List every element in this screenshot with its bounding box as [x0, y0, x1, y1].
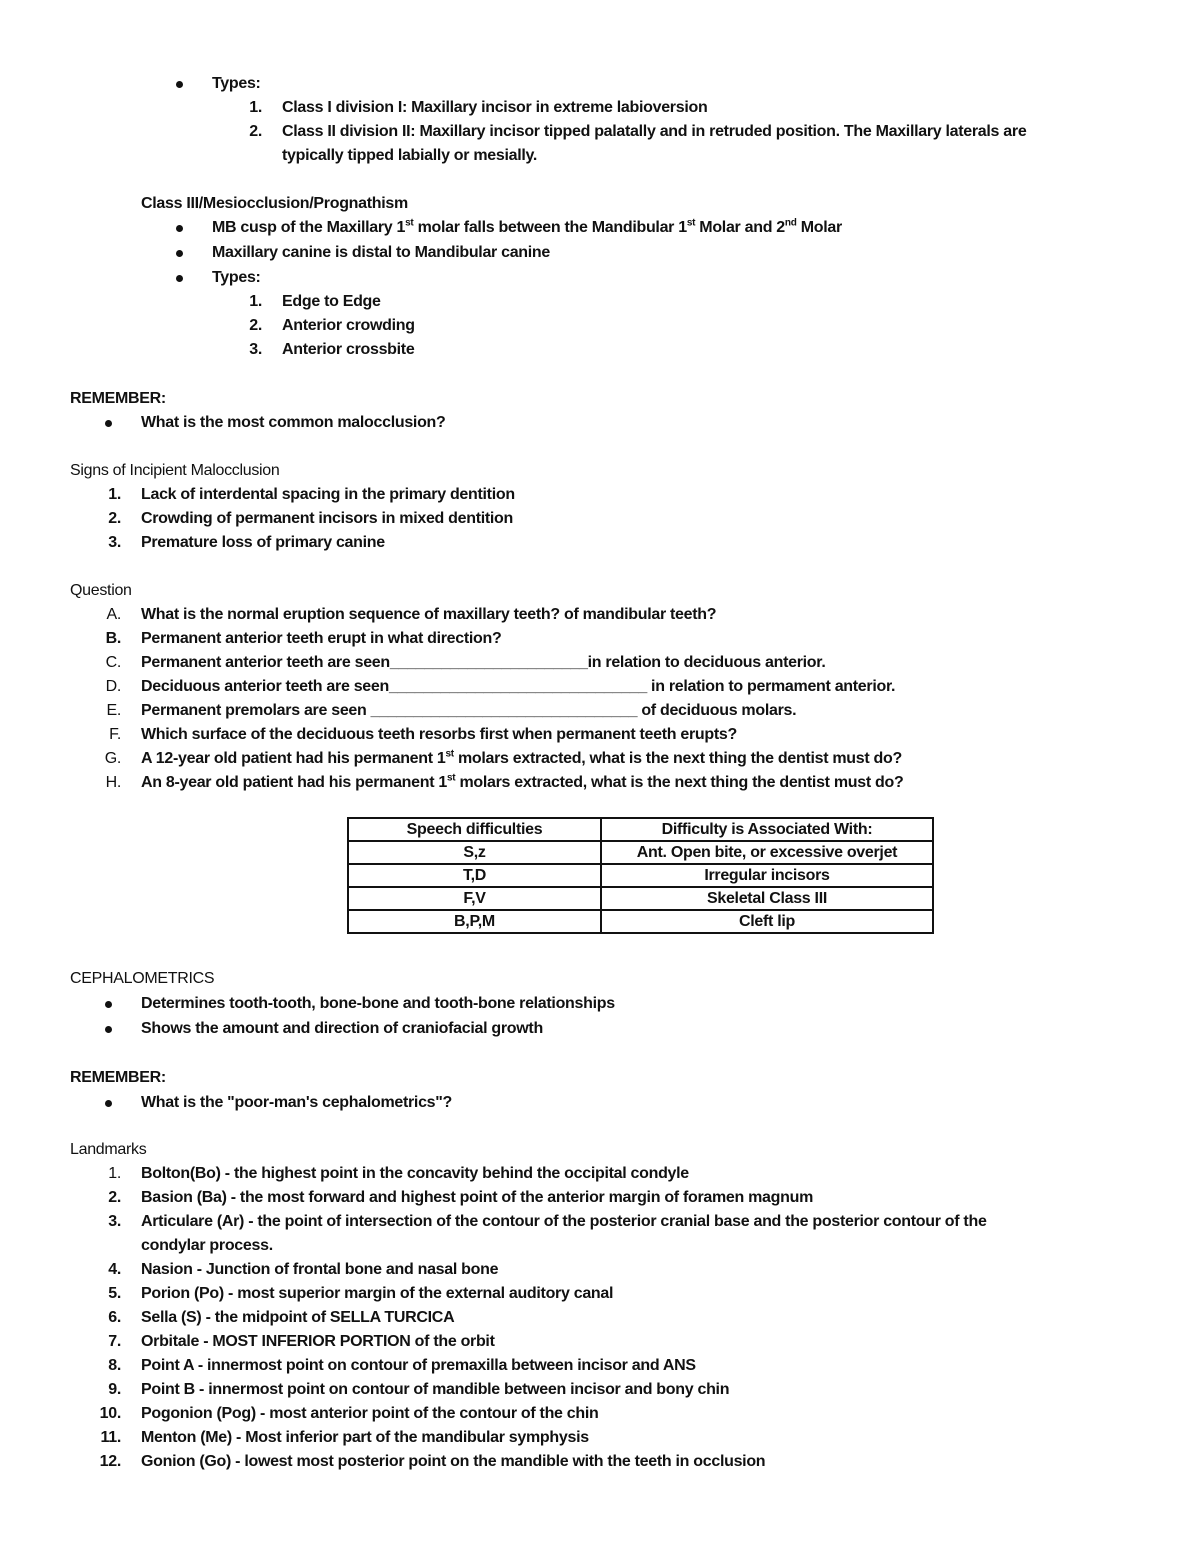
- landmark-item: Nasion - Junction of frontal bone and nasal bone: [141, 1261, 499, 1278]
- landmark-item: Pogonion (Pog) - most anterior point of the contour of the chin: [141, 1405, 599, 1422]
- landmark-item: Orbitale - MOST INFERIOR PORTION of the orbit: [141, 1333, 495, 1350]
- table-header-row: [348, 818, 933, 841]
- landmark-item: Articulare (Ar) - the point of intersection of the contour of the posterior cranial base and the posterior contour of the: [141, 1213, 987, 1230]
- list-marker: B.: [105, 630, 121, 647]
- list-marker: C.: [105, 654, 121, 671]
- list-marker: 9.: [108, 1381, 121, 1398]
- table-row: [348, 841, 933, 864]
- landmark-item: Bolton(Bo) - the highest point in the concavity behind the occipital condyle: [141, 1165, 689, 1182]
- table-header-cell: Speech difficulties: [348, 818, 601, 841]
- list-item: Edge to Edge: [282, 293, 381, 310]
- list-marker: 2.: [249, 317, 262, 334]
- table-row: [348, 910, 933, 933]
- list-marker: F.: [109, 726, 121, 743]
- list-marker: 10.: [99, 1405, 121, 1422]
- question-item: Permanent anterior teeth erupt in what direction?: [141, 630, 502, 647]
- table-cell: B,P,M: [348, 910, 601, 933]
- list-marker: 1.: [108, 486, 121, 503]
- remember-item: What is the "poor-man's cephalometrics"?: [141, 1094, 453, 1111]
- bullet: [105, 1001, 112, 1008]
- list-marker: E.: [106, 702, 121, 719]
- list-item: Crowding of permanent incisors in mixed dentition: [141, 510, 513, 527]
- landmark-item-continued: condylar process.: [141, 1237, 273, 1254]
- list-marker: A.: [106, 606, 121, 623]
- table-header-cell: Difficulty is Associated With:: [601, 818, 933, 841]
- question-item: Permanent anterior teeth are seen_______________________in relation to deciduous anterior.: [141, 654, 826, 671]
- signs-heading: Signs of Incipient Malocclusion: [70, 462, 280, 479]
- table-cell: Irregular incisors: [601, 864, 933, 887]
- landmark-item: Point A - innermost point on contour of premaxilla between incisor and ANS: [141, 1357, 696, 1374]
- list-marker: 11.: [100, 1429, 121, 1446]
- list-marker: 1.: [249, 99, 262, 116]
- table-row: [348, 887, 933, 910]
- remember-heading: REMEMBER:: [70, 1069, 166, 1086]
- question-item: What is the normal eruption sequence of maxillary teeth? of mandibular teeth?: [141, 606, 717, 623]
- landmark-item: Menton (Me) - Most inferior part of the mandibular symphysis: [141, 1429, 589, 1446]
- list-item: Premature loss of primary canine: [141, 534, 385, 551]
- list-marker: 1.: [108, 1165, 121, 1182]
- speech-difficulties-table: [347, 817, 934, 934]
- table-cell: Cleft lip: [601, 910, 933, 933]
- list-marker: 5.: [108, 1285, 121, 1302]
- landmark-item: Basion (Ba) - the most forward and highest point of the anterior margin of foramen magnum: [141, 1189, 814, 1206]
- list-marker: 3.: [249, 341, 262, 358]
- list-marker: 6.: [108, 1309, 121, 1326]
- bullet: [176, 225, 183, 232]
- table-cell: S,z: [348, 841, 601, 864]
- list-marker: 2.: [108, 1189, 121, 1206]
- landmark-item: Porion (Po) - most superior margin of the external auditory canal: [141, 1285, 614, 1302]
- list-marker: 8.: [108, 1357, 121, 1374]
- class3-bullet-molar: MB cusp of the Maxillary 1st molar falls between the Mandibular 1st Molar and 2nd Molar: [212, 217, 842, 236]
- landmark-item: Point B - innermost point on contour of mandible between incisor and bony chin: [141, 1381, 730, 1398]
- list-marker: 12.: [99, 1453, 121, 1470]
- ceph-heading: CEPHALOMETRICS: [70, 970, 215, 987]
- list-item-continued: typically tipped labially or mesially.: [282, 147, 538, 164]
- list-marker: 3.: [108, 1213, 121, 1230]
- bullet: [105, 420, 112, 427]
- table-cell: T,D: [348, 864, 601, 887]
- landmark-item: Sella (S) - the midpoint of SELLA TURCICA: [141, 1309, 455, 1326]
- question-item: Deciduous anterior teeth are seen______________________________ in relation to permament anterior.: [141, 678, 896, 695]
- landmarks-heading: Landmarks: [70, 1141, 147, 1158]
- table-cell: Skeletal Class III: [601, 887, 933, 910]
- list-item: Lack of interdental spacing in the primary dentition: [141, 486, 515, 503]
- list-marker: 4.: [108, 1261, 121, 1278]
- bullet: [176, 275, 183, 282]
- landmark-item: Gonion (Go) - lowest most posterior point on the mandible with the teeth in occlusion: [141, 1453, 766, 1470]
- question-item: Which surface of the deciduous teeth resorbs first when permanent teeth erupts?: [141, 726, 737, 743]
- class2-types-label: Types:: [212, 75, 261, 92]
- bullet: [105, 1100, 112, 1107]
- table-cell: Ant. Open bite, or excessive overjet: [601, 841, 933, 864]
- list-marker: 2.: [108, 510, 121, 527]
- bullet: [176, 250, 183, 257]
- bullet: [105, 1026, 112, 1033]
- question-item: A 12-year old patient had his permanent 1st molars extracted, what is the next thing the dentist must do?: [141, 748, 902, 767]
- list-marker: 2.: [249, 123, 262, 140]
- ceph-item: Shows the amount and direction of craniofacial growth: [141, 1020, 543, 1037]
- table-row: [348, 864, 933, 887]
- remember-heading: REMEMBER:: [70, 390, 166, 407]
- remember-item: What is the most common malocclusion?: [141, 414, 446, 431]
- list-item: Class I division I: Maxillary incisor in extreme labioversion: [282, 99, 708, 116]
- list-marker: H.: [105, 774, 121, 791]
- bullet: [176, 81, 183, 88]
- list-marker: 7.: [108, 1333, 121, 1350]
- question-heading: Question: [70, 582, 132, 599]
- class3-types-label: Types:: [212, 269, 261, 286]
- list-marker: 3.: [108, 534, 121, 551]
- list-item: Class II division II: Maxillary incisor tipped palatally and in retruded position. The Maxillary laterals are: [282, 123, 1027, 140]
- class3-bullet-canine: Maxillary canine is distal to Mandibular canine: [212, 244, 551, 261]
- question-item: Permanent premolars are seen _______________________________ of deciduous molars.: [141, 702, 797, 719]
- question-item: An 8-year old patient had his permanent 1st molars extracted, what is the next thing the dentist must do?: [141, 772, 904, 791]
- ceph-item: Determines tooth-tooth, bone-bone and tooth-bone relationships: [141, 995, 615, 1012]
- list-item: Anterior crowding: [282, 317, 415, 334]
- list-marker: 1.: [249, 293, 262, 310]
- list-item: Anterior crossbite: [282, 341, 415, 358]
- class3-heading: Class III/Mesiocclusion/Prognathism: [141, 195, 408, 212]
- list-marker: D.: [105, 678, 121, 695]
- table-cell: F,V: [348, 887, 601, 910]
- list-marker: G.: [104, 750, 121, 767]
